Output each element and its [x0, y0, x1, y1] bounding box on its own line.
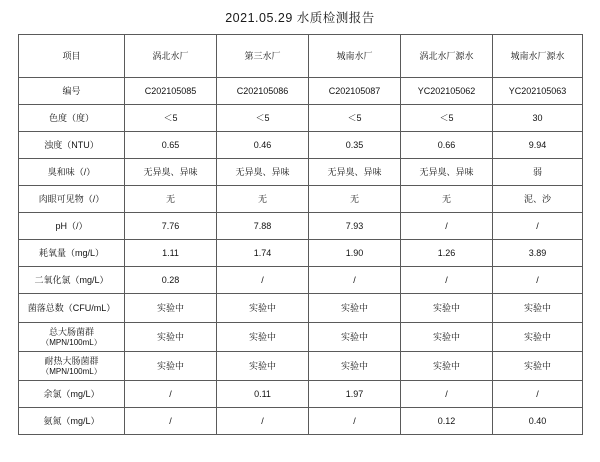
table-row — [19, 78, 583, 105]
cell-value: 0.28 — [125, 267, 217, 294]
cell-value: 1.74 — [217, 240, 309, 267]
row-label: 肉眼可见物（/） — [19, 186, 125, 213]
cell-value: 实验中 — [493, 323, 583, 352]
column-header-item: 项目 — [19, 35, 125, 78]
row-label: 耐热大肠菌群 （MPN/100mL） — [19, 352, 125, 381]
cell-value: / — [217, 408, 309, 435]
cell-value: 实验中 — [401, 294, 493, 323]
column-header-plant-3: 城南水厂 — [309, 35, 401, 78]
cell-value: / — [401, 381, 493, 408]
cell-value: 无 — [401, 186, 493, 213]
row-label: 总大肠菌群 （MPN/100mL） — [19, 323, 125, 352]
cell-value: / — [309, 408, 401, 435]
column-header-source-2: 城南水厂源水 — [493, 35, 583, 78]
cell-value: 实验中 — [125, 323, 217, 352]
cell-value: 无 — [125, 186, 217, 213]
cell-value: 0.66 — [401, 132, 493, 159]
cell-value: / — [493, 267, 583, 294]
cell-value: C202105087 — [309, 78, 401, 105]
cell-value: 7.88 — [217, 213, 309, 240]
cell-value: 实验中 — [401, 323, 493, 352]
table-row — [19, 323, 583, 352]
cell-value: 无异臭、异味 — [401, 159, 493, 186]
table-row — [19, 352, 583, 381]
cell-value: 实验中 — [493, 294, 583, 323]
table-header — [19, 35, 583, 78]
cell-value: / — [125, 381, 217, 408]
cell-value: 实验中 — [309, 323, 401, 352]
cell-value: 7.76 — [125, 213, 217, 240]
row-label: 色度（度） — [19, 105, 125, 132]
cell-value: ＜5 — [217, 105, 309, 132]
cell-value: 无异臭、异味 — [309, 159, 401, 186]
cell-value: ＜5 — [125, 105, 217, 132]
row-label: 浊度（NTU） — [19, 132, 125, 159]
cell-value: 0.65 — [125, 132, 217, 159]
water-quality-table — [18, 34, 583, 435]
cell-value: YC202105063 — [493, 78, 583, 105]
row-label: 氨氮（mg/L） — [19, 408, 125, 435]
cell-value: ＜5 — [309, 105, 401, 132]
cell-value: / — [125, 408, 217, 435]
cell-value: 无异臭、异味 — [125, 159, 217, 186]
cell-value: 实验中 — [217, 352, 309, 381]
cell-value: 实验中 — [125, 294, 217, 323]
row-label: 臭和味（/） — [19, 159, 125, 186]
cell-value: YC202105062 — [401, 78, 493, 105]
cell-value: 0.35 — [309, 132, 401, 159]
table-row — [19, 132, 583, 159]
cell-value: 实验中 — [309, 352, 401, 381]
table-body — [19, 78, 583, 435]
cell-value: 0.46 — [217, 132, 309, 159]
row-label: 余氯（mg/L） — [19, 381, 125, 408]
cell-value: / — [401, 213, 493, 240]
table-container — [0, 34, 600, 435]
page-title: 2021.05.29 水质检测报告 — [225, 11, 375, 25]
cell-value: 1.26 — [401, 240, 493, 267]
cell-value: / — [309, 267, 401, 294]
table-row — [19, 159, 583, 186]
table-row — [19, 294, 583, 323]
row-label: 二氧化氯（mg/L） — [19, 267, 125, 294]
cell-value: 9.94 — [493, 132, 583, 159]
cell-value: 1.11 — [125, 240, 217, 267]
table-header-row — [19, 35, 583, 78]
cell-value: 30 — [493, 105, 583, 132]
row-label: 菌落总数（CFU/mL） — [19, 294, 125, 323]
cell-value: 弱 — [493, 159, 583, 186]
cell-value: 实验中 — [217, 294, 309, 323]
cell-value: 实验中 — [217, 323, 309, 352]
table-row — [19, 408, 583, 435]
cell-value: 0.11 — [217, 381, 309, 408]
table-row — [19, 240, 583, 267]
row-label: pH（/） — [19, 213, 125, 240]
row-label: 编号 — [19, 78, 125, 105]
cell-value: 泥、沙 — [493, 186, 583, 213]
cell-value: C202105085 — [125, 78, 217, 105]
cell-value: 无 — [309, 186, 401, 213]
cell-value: 0.12 — [401, 408, 493, 435]
cell-value: / — [401, 267, 493, 294]
column-header-plant-1: 涡北水厂 — [125, 35, 217, 78]
cell-value: / — [493, 213, 583, 240]
table-row — [19, 381, 583, 408]
cell-value: / — [217, 267, 309, 294]
cell-value: 实验中 — [401, 352, 493, 381]
cell-value: 1.97 — [309, 381, 401, 408]
table-row — [19, 186, 583, 213]
column-header-source-1: 涡北水厂源水 — [401, 35, 493, 78]
cell-value: / — [493, 381, 583, 408]
table-row — [19, 267, 583, 294]
cell-value: 实验中 — [493, 352, 583, 381]
cell-value: 0.40 — [493, 408, 583, 435]
cell-value: 无异臭、异味 — [217, 159, 309, 186]
cell-value: 7.93 — [309, 213, 401, 240]
row-label: 耗氧量（mg/L） — [19, 240, 125, 267]
cell-value: 1.90 — [309, 240, 401, 267]
table-row — [19, 105, 583, 132]
cell-value: ＜5 — [401, 105, 493, 132]
cell-value: 无 — [217, 186, 309, 213]
column-header-plant-2: 第三水厂 — [217, 35, 309, 78]
cell-value: 3.89 — [493, 240, 583, 267]
cell-value: C202105086 — [217, 78, 309, 105]
cell-value: 实验中 — [309, 294, 401, 323]
table-row — [19, 213, 583, 240]
cell-value: 实验中 — [125, 352, 217, 381]
